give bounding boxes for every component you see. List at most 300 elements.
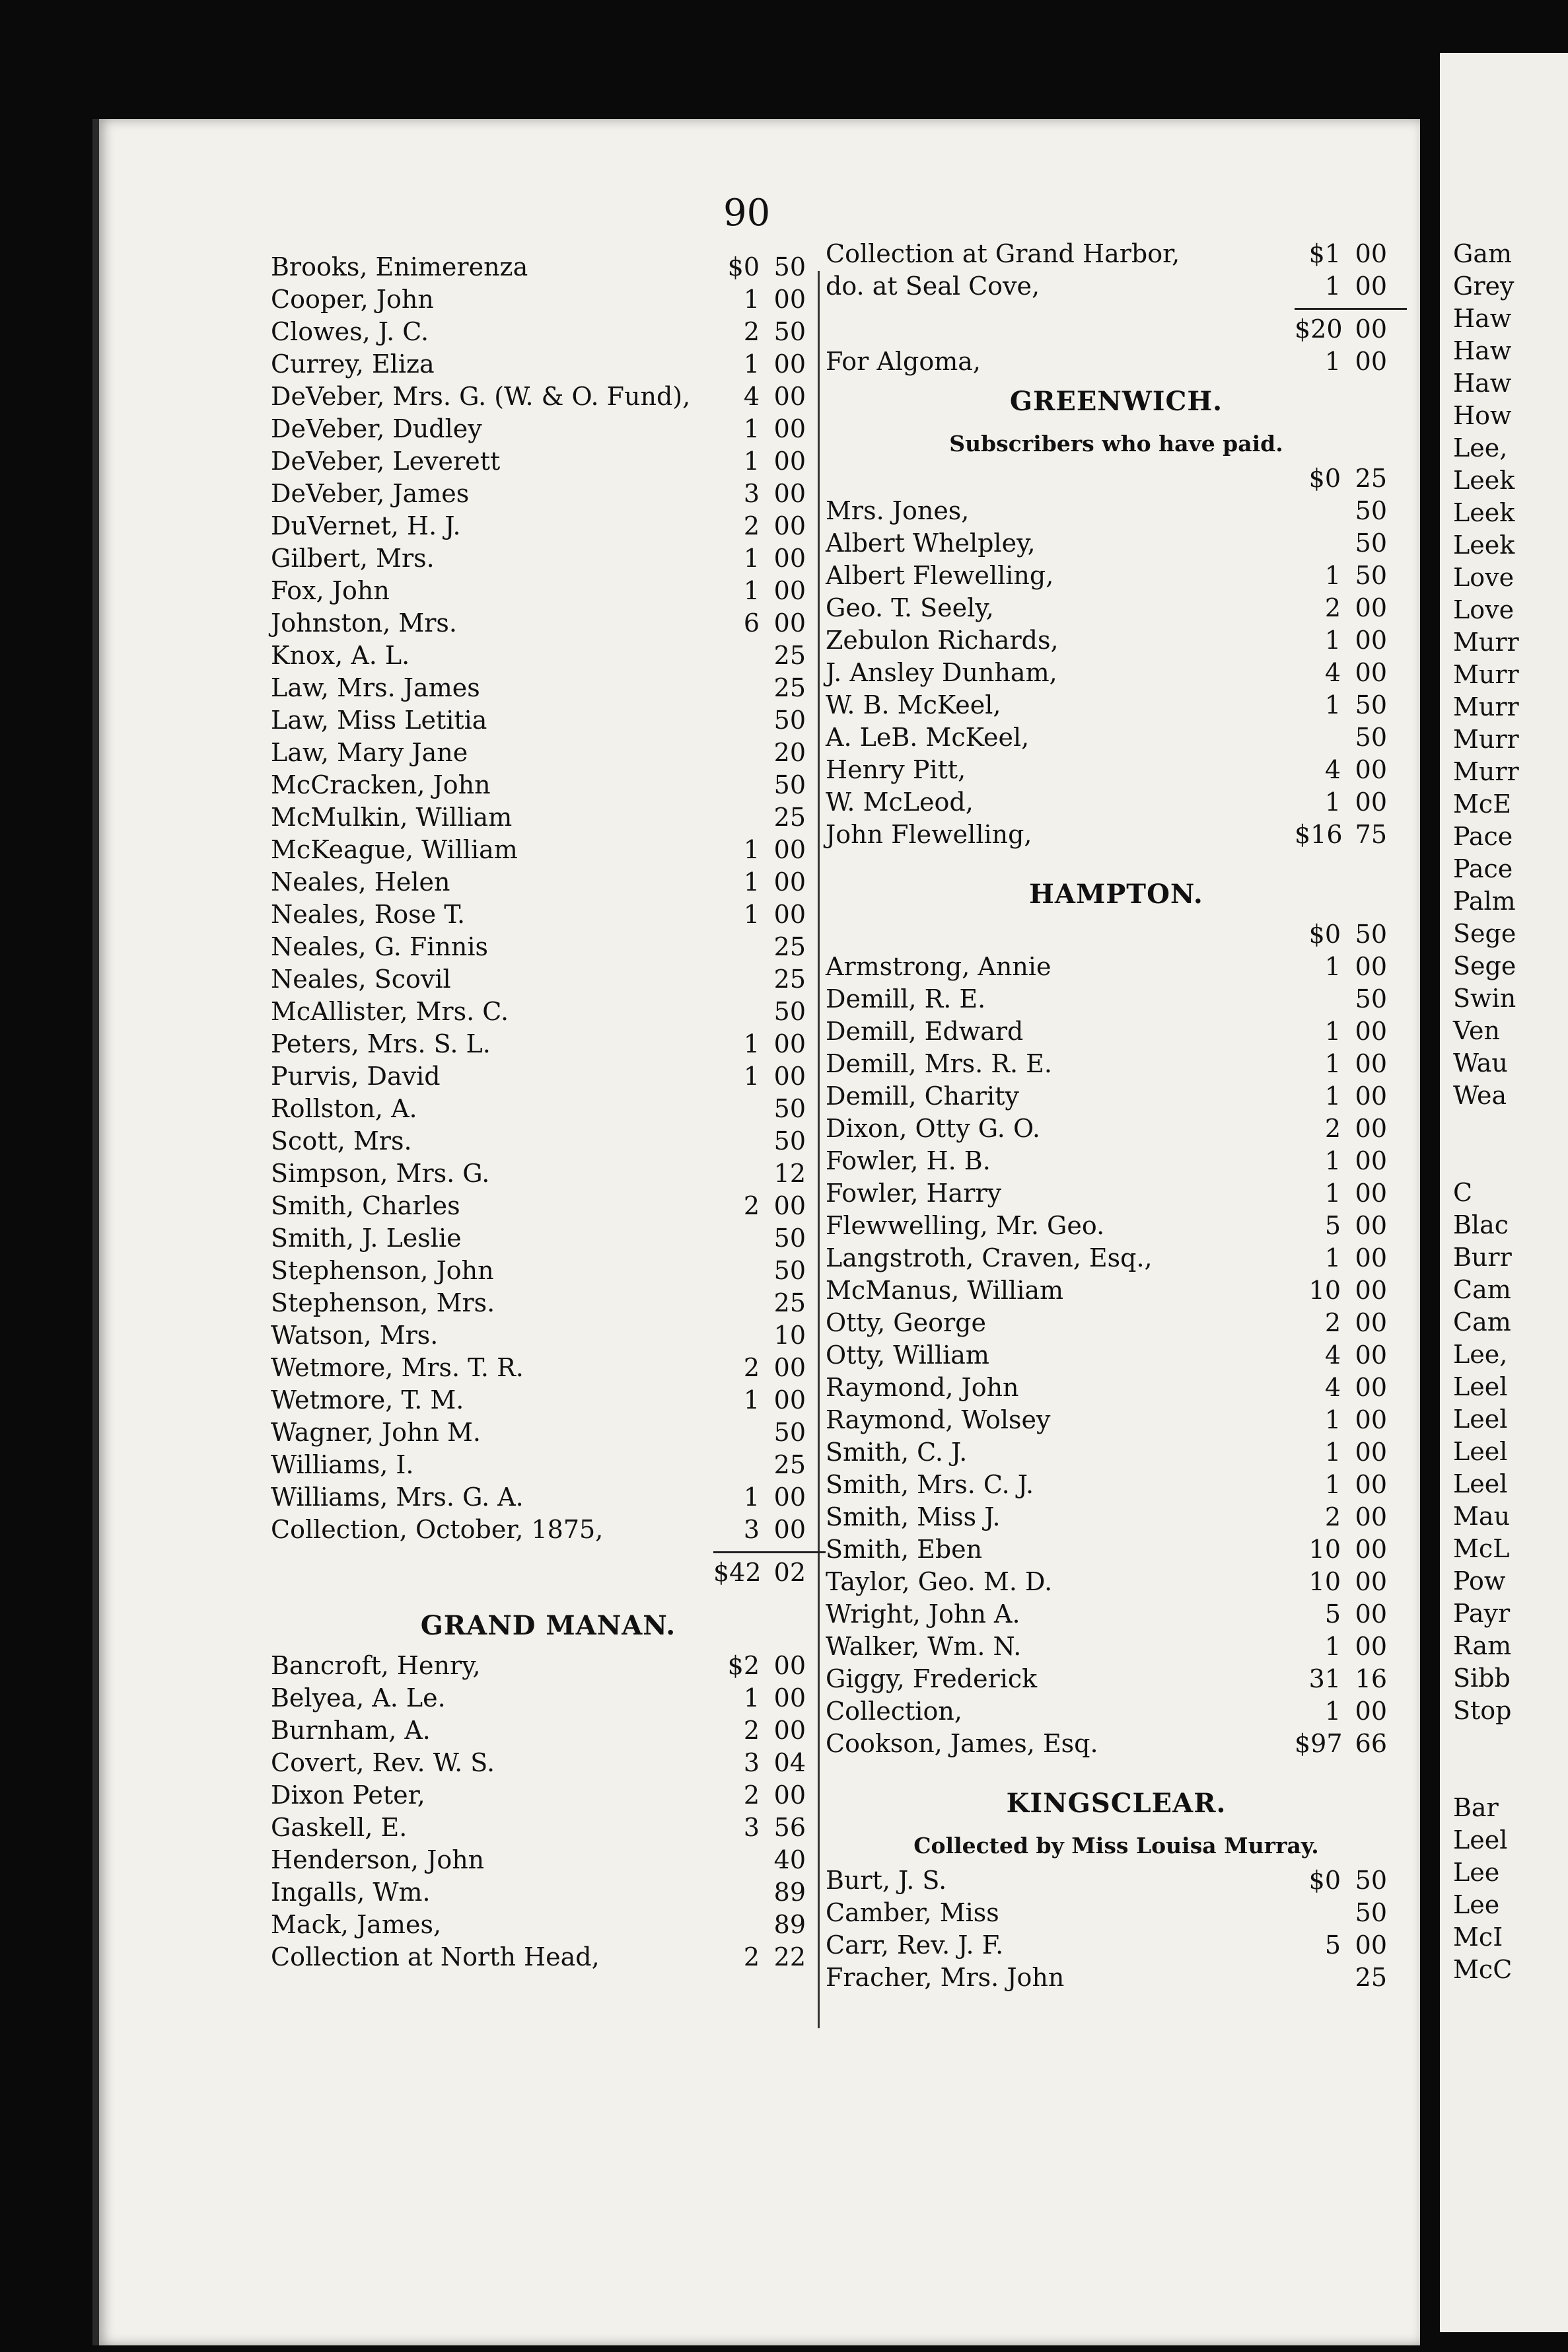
amount-cents: 00 xyxy=(773,1483,806,1512)
subscriber-name: Albert Flewelling, xyxy=(826,561,1054,590)
amount-dollars: 1 xyxy=(1324,788,1341,817)
amount-cents: 00 xyxy=(1355,272,1387,301)
subscriber-name: Mrs. Jones, xyxy=(826,496,970,525)
amount-cents: 00 xyxy=(1355,1470,1387,1499)
amount xyxy=(713,1060,826,1093)
amount-cents: 50 xyxy=(773,770,806,799)
amount xyxy=(713,996,826,1028)
ledger-row xyxy=(826,1404,1407,1436)
neighbor-fragment: Leel xyxy=(1453,1405,1508,1434)
amount-dollars: 1 xyxy=(1324,1438,1341,1467)
amount-cents: 50 xyxy=(1355,561,1387,590)
subscriber-name: do. at Seal Cove, xyxy=(826,272,1040,301)
neighbor-fragment: Wau xyxy=(1453,1048,1508,1078)
ledger-row xyxy=(271,542,826,575)
amount xyxy=(713,1222,826,1255)
amount-cents: 50 xyxy=(773,1418,806,1447)
spacer xyxy=(826,851,1407,871)
amount xyxy=(1295,1929,1407,1962)
neighbor-fragment: Leek xyxy=(1453,498,1515,527)
subscriber-name: Stephenson, Mrs. xyxy=(271,1288,495,1317)
amount-cents: 00 xyxy=(1355,1930,1387,1960)
amount xyxy=(1295,1566,1407,1598)
amount xyxy=(713,1844,826,1876)
amount-cents: 00 xyxy=(1355,347,1387,376)
subscriber-name: Fracher, Mrs. John xyxy=(826,1963,1065,1992)
total-rule xyxy=(271,1546,826,1557)
subscriber-name: Wright, John A. xyxy=(826,1599,1020,1629)
subscriber-name: Belyea, A. Le. xyxy=(271,1683,446,1712)
subscriber-name: Zebulon Richards, xyxy=(826,626,1059,655)
subscriber-name: DeVeber, James xyxy=(271,479,470,508)
subscriber-name: Fowler, Harry xyxy=(826,1179,1002,1208)
amount xyxy=(713,316,826,348)
amount xyxy=(713,542,826,575)
amount-cents: 00 xyxy=(1355,1049,1387,1078)
ledger-row xyxy=(271,834,826,866)
ledger-row xyxy=(826,238,1407,270)
ledger-row xyxy=(826,1566,1407,1598)
amount xyxy=(713,1812,826,1844)
amount-cents: 00 xyxy=(1355,1114,1387,1143)
ledger-row xyxy=(271,607,826,640)
amount-cents: 16 xyxy=(1355,1664,1387,1693)
subscriber-name: Smith, Miss J. xyxy=(826,1502,1001,1531)
amount xyxy=(713,607,826,640)
amount-dollars: 1 xyxy=(743,900,760,929)
subscriber-name: Albert Whelpley, xyxy=(826,529,1036,558)
neighbor-fragment: Ven xyxy=(1453,1016,1500,1045)
amount xyxy=(713,769,826,801)
amount-cents: 00 xyxy=(773,1062,806,1091)
spacer xyxy=(826,1760,1407,1780)
amount xyxy=(1295,983,1407,1015)
amount-cents: 00 xyxy=(1355,1502,1387,1531)
subscriber-name: Neales, G. Finnis xyxy=(271,932,488,961)
ledger-row xyxy=(271,996,826,1028)
amount-dollars: 4 xyxy=(743,382,760,411)
amount-dollars: 10 xyxy=(1308,1567,1341,1596)
section-subheading-greenwich: Subscribers who have paid. xyxy=(949,431,1283,457)
ledger-row xyxy=(826,592,1407,624)
amount xyxy=(1295,1015,1407,1048)
amount-cents: 00 xyxy=(773,1029,806,1058)
amount-dollars: 1 xyxy=(743,1062,760,1091)
amount xyxy=(1295,1728,1407,1760)
subscriber-name: Williams, Mrs. G. A. xyxy=(271,1483,524,1512)
subscriber-name: Bancroft, Henry, xyxy=(271,1651,481,1680)
left-column xyxy=(271,251,826,1973)
subscriber-name: Walker, Wm. N. xyxy=(826,1632,1022,1661)
amount-cents: 00 xyxy=(1355,239,1387,268)
amount-dollars: $16 xyxy=(1295,820,1343,849)
subscriber-name: Law, Miss Letitia xyxy=(271,706,487,735)
amount-cents: 00 xyxy=(773,285,806,314)
amount-cents: 00 xyxy=(773,835,806,864)
neighbor-fragment: Leel xyxy=(1453,1469,1508,1498)
neighbor-fragment: Pace xyxy=(1453,822,1513,851)
ledger-row xyxy=(826,1469,1407,1501)
ledger-row xyxy=(271,1125,826,1158)
subscriber-name: Rollston, A. xyxy=(271,1094,417,1123)
amount xyxy=(713,348,826,381)
amount xyxy=(713,640,826,672)
amount xyxy=(713,1255,826,1287)
amount-dollars: $2 xyxy=(727,1651,760,1680)
amount-dollars: 4 xyxy=(1324,658,1341,687)
subscriber-name: Otty, George xyxy=(826,1308,986,1337)
ledger-row xyxy=(826,527,1407,560)
amount-cents: 00 xyxy=(1355,1017,1387,1046)
amount xyxy=(713,866,826,899)
amount-dollars: 2 xyxy=(743,317,760,346)
subscriber-name: John Flewelling, xyxy=(826,820,1032,849)
amount-dollars: 1 xyxy=(743,1683,760,1712)
subscriber-name: Law, Mrs. James xyxy=(271,673,480,702)
amount-dollars: 1 xyxy=(743,835,760,864)
subscriber-name: Demill, Mrs. R. E. xyxy=(826,1049,1052,1078)
ledger-row xyxy=(271,899,826,931)
subscriber-name: Williams, I. xyxy=(271,1450,414,1479)
ledger-row xyxy=(271,1844,826,1876)
subscriber-name: McKeague, William xyxy=(271,835,518,864)
subscriber-name: Dixon, Otty G. O. xyxy=(826,1114,1040,1143)
ledger-row xyxy=(271,1028,826,1060)
amount xyxy=(713,283,826,316)
amount xyxy=(1295,1145,1407,1177)
amount-cents: 00 xyxy=(1355,1599,1387,1629)
amount xyxy=(1295,1436,1407,1469)
ledger-row xyxy=(826,1533,1407,1566)
amount-cents: 66 xyxy=(1355,1729,1387,1758)
amount-dollars: 2 xyxy=(1324,1308,1341,1337)
subscriber-name: Demill, Charity xyxy=(826,1082,1019,1111)
subscriber-name: Fox, John xyxy=(271,576,390,605)
amount xyxy=(713,1650,826,1682)
amount xyxy=(1295,270,1407,303)
ledger-row xyxy=(271,1481,826,1514)
subscriber-name: Armstrong, Annie xyxy=(826,952,1051,981)
amount-dollars: 3 xyxy=(743,1515,760,1544)
amount-dollars: $97 xyxy=(1295,1729,1343,1758)
amount-dollars: 3 xyxy=(743,479,760,508)
amount-dollars: 1 xyxy=(1324,1179,1341,1208)
amount xyxy=(713,1481,826,1514)
amount-cents: 00 xyxy=(1355,1243,1387,1272)
amount-dollars: $0 xyxy=(1308,920,1341,949)
amount-cents: 10 xyxy=(773,1321,806,1350)
amount-cents: 00 xyxy=(1355,314,1387,344)
ledger-row xyxy=(826,819,1407,851)
ledger-row xyxy=(826,721,1407,754)
amount-dollars: 1 xyxy=(1324,272,1341,301)
amount-dollars: 1 xyxy=(1324,1049,1341,1078)
ledger-row xyxy=(271,1060,826,1093)
amount xyxy=(713,251,826,283)
amount-dollars: 1 xyxy=(1324,1405,1341,1434)
subscriber-name: Covert, Rev. W. S. xyxy=(271,1748,495,1777)
neighbor-fragment: Mau xyxy=(1453,1502,1511,1531)
amount-dollars: 3 xyxy=(743,1748,760,1777)
amount xyxy=(713,381,826,413)
amount-dollars: 1 xyxy=(1324,1082,1341,1111)
amount-dollars: 1 xyxy=(1324,561,1341,590)
amount xyxy=(713,1941,826,1973)
neighbor-fragment: Haw xyxy=(1453,304,1512,333)
neighbor-fragment: Palm xyxy=(1453,887,1516,916)
neighbor-fragment: Lee xyxy=(1453,1890,1500,1919)
subscriber-name: Neales, Rose T. xyxy=(271,900,466,929)
amount-dollars: 2 xyxy=(1324,1114,1341,1143)
subscriber-name: McMulkin, William xyxy=(271,803,513,832)
amount xyxy=(713,704,826,737)
ledger-row xyxy=(271,1319,826,1352)
ledger-row xyxy=(271,963,826,996)
amount xyxy=(1295,1663,1407,1695)
amount xyxy=(713,413,826,445)
amount-cents: 00 xyxy=(1355,1276,1387,1305)
ledger-row xyxy=(271,1812,826,1844)
amount xyxy=(1295,1177,1407,1210)
ledger-row xyxy=(271,931,826,963)
amount-cents: 00 xyxy=(1355,788,1387,817)
ledger-row xyxy=(271,1747,826,1779)
neighbor-fragment: C xyxy=(1453,1178,1473,1207)
amount-cents: 50 xyxy=(773,1126,806,1156)
rule-line xyxy=(713,1551,826,1553)
subscriber-name: Camber, Miss xyxy=(826,1898,999,1927)
amount xyxy=(713,1557,826,1589)
neighbor-fragment: Cam xyxy=(1453,1275,1511,1304)
neighbor-fragment: Murr xyxy=(1453,725,1519,754)
subscriber-name: Langstroth, Craven, Esq., xyxy=(826,1243,1153,1272)
ledger-row xyxy=(271,1514,826,1546)
spacer xyxy=(271,1589,826,1602)
amount-cents: 50 xyxy=(773,706,806,735)
subscriber-name: Knox, A. L. xyxy=(271,641,410,670)
neighbor-fragment: Haw xyxy=(1453,369,1512,398)
ledger-row xyxy=(271,1650,826,1682)
amount xyxy=(1295,1695,1407,1728)
amount-cents: 50 xyxy=(773,252,806,281)
ledger-row xyxy=(271,413,826,445)
ledger-row xyxy=(271,1255,826,1287)
ledger-row xyxy=(826,462,1407,495)
amount xyxy=(1295,754,1407,786)
subscriber-name: Burnham, A. xyxy=(271,1716,431,1745)
amount xyxy=(1295,560,1407,592)
amount xyxy=(713,1449,826,1481)
amount-dollars: 1 xyxy=(1324,1697,1341,1726)
amount-cents: 00 xyxy=(1355,755,1387,784)
spacer xyxy=(1440,53,1568,238)
amount-dollars: 4 xyxy=(1324,1373,1341,1402)
amount-cents: 00 xyxy=(773,382,806,411)
amount-cents: 25 xyxy=(773,965,806,994)
amount-dollars: 2 xyxy=(1324,593,1341,622)
subscriber-name: Neales, Scovil xyxy=(271,965,451,994)
subscriber-name: McCracken, John xyxy=(271,770,491,799)
ledger-row xyxy=(826,1663,1407,1695)
amount-cents: 00 xyxy=(773,1191,806,1220)
subscriber-name: Collection at North Head, xyxy=(271,1942,600,1971)
amount xyxy=(713,1319,826,1352)
neighbor-fragment: Leel xyxy=(1453,1372,1508,1401)
ledger-row xyxy=(826,1695,1407,1728)
ledger-row xyxy=(271,1416,826,1449)
subscriber-name: Brooks, Enimerenza xyxy=(271,252,528,281)
amount-dollars: $42 xyxy=(713,1558,762,1587)
amount-dollars: 1 xyxy=(743,1385,760,1415)
amount-dollars: 1 xyxy=(743,1483,760,1512)
neighbor-fragment: Murr xyxy=(1453,628,1519,657)
neighbor-fragment: Cam xyxy=(1453,1307,1511,1337)
amount xyxy=(1295,657,1407,689)
amount xyxy=(1295,1533,1407,1566)
ledger-row xyxy=(271,1714,826,1747)
subscriber-name: Law, Mary Jane xyxy=(271,738,468,767)
neighbor-fragment: Leel xyxy=(1453,1825,1508,1855)
neighbor-fragment: Murr xyxy=(1453,757,1519,786)
section-heading-kingsclear: KINGSCLEAR. xyxy=(1006,1788,1227,1819)
amount-cents: 25 xyxy=(773,803,806,832)
amount-dollars: 1 xyxy=(743,544,760,573)
ledger-row xyxy=(826,918,1407,951)
ledger-row xyxy=(271,1449,826,1481)
amount xyxy=(1295,721,1407,754)
amount-cents: 00 xyxy=(1355,1082,1387,1111)
subscriber-name: McAllister, Mrs. C. xyxy=(271,997,509,1026)
subscriber-name: Watson, Mrs. xyxy=(271,1321,439,1350)
ledger-row xyxy=(271,769,826,801)
amount xyxy=(1295,1501,1407,1533)
ledger-row xyxy=(826,1929,1407,1962)
subscriber-name: DeVeber, Leverett xyxy=(271,447,501,476)
subscriber-name: Geo. T. Seely, xyxy=(826,593,994,622)
section-total xyxy=(826,313,1407,346)
amount xyxy=(1295,1113,1407,1145)
amount xyxy=(1295,1962,1407,1994)
amount-cents: 50 xyxy=(773,1224,806,1253)
amount-cents: 00 xyxy=(773,479,806,508)
amount-cents: 00 xyxy=(773,447,806,476)
subscriber-name: Wetmore, Mrs. T. R. xyxy=(271,1353,524,1382)
page-number: 90 xyxy=(723,192,771,235)
ledger-row xyxy=(826,786,1407,819)
amount-dollars: 1 xyxy=(743,285,760,314)
subscriber-name: Flewwelling, Mr. Geo. xyxy=(826,1211,1105,1240)
ledger-row xyxy=(826,346,1407,378)
amount-cents: 00 xyxy=(773,867,806,897)
amount xyxy=(713,834,826,866)
amount-dollars: 2 xyxy=(743,511,760,540)
ledger-row xyxy=(826,1210,1407,1242)
amount-cents: 50 xyxy=(773,1094,806,1123)
subscriber-name: Ingalls, Wm. xyxy=(271,1878,431,1907)
amount xyxy=(713,1093,826,1125)
ledger-row xyxy=(271,316,826,348)
amount-cents: 00 xyxy=(773,900,806,929)
ledger-row xyxy=(271,1287,826,1319)
amount-cents: 00 xyxy=(773,608,806,638)
amount xyxy=(1295,786,1407,819)
amount-dollars: 1 xyxy=(1324,1017,1341,1046)
amount xyxy=(713,1747,826,1779)
amount-cents: 50 xyxy=(1355,920,1387,949)
ledger-row xyxy=(271,1909,826,1941)
ledger-row xyxy=(271,445,826,478)
amount-cents: 12 xyxy=(773,1159,806,1188)
subscriber-name: Raymond, Wolsey xyxy=(826,1405,1051,1434)
amount xyxy=(1295,1372,1407,1404)
amount-dollars: 1 xyxy=(743,447,760,476)
amount-cents: 00 xyxy=(1355,952,1387,981)
amount-cents: 00 xyxy=(1355,1535,1387,1564)
amount xyxy=(713,1682,826,1714)
section-heading-grand-manan: GRAND MANAN. xyxy=(420,1610,676,1641)
subscriber-name: Stephenson, John xyxy=(271,1256,494,1285)
amount xyxy=(1295,689,1407,721)
amount-cents: 00 xyxy=(773,1515,806,1544)
amount-cents: 00 xyxy=(1355,1405,1387,1434)
amount-dollars: 1 xyxy=(1324,1632,1341,1661)
amount-cents: 00 xyxy=(1355,593,1387,622)
neighbor-fragment: Ram xyxy=(1453,1631,1512,1660)
subscriber-name: Johnston, Mrs. xyxy=(271,608,457,638)
amount-cents: 25 xyxy=(773,673,806,702)
amount-dollars: 10 xyxy=(1308,1276,1341,1305)
ledger-row xyxy=(271,381,826,413)
ledger-row xyxy=(271,1093,826,1125)
subscriber-name: McManus, William xyxy=(826,1276,1064,1305)
amount-cents: 50 xyxy=(1355,690,1387,719)
amount-cents: 00 xyxy=(773,1716,806,1745)
amount-cents: 00 xyxy=(1355,1179,1387,1208)
ledger-row xyxy=(826,1631,1407,1663)
amount-cents: 04 xyxy=(773,1748,806,1777)
section-heading-hampton: HAMPTON. xyxy=(1029,879,1203,910)
ledger-row xyxy=(271,1779,826,1812)
neighbor-fragment: Haw xyxy=(1453,336,1512,365)
amount xyxy=(1295,1598,1407,1631)
neighbor-fragment: Leel xyxy=(1453,1437,1508,1466)
amount-cents: 89 xyxy=(773,1878,806,1907)
ledger-row xyxy=(826,1339,1407,1372)
amount-cents: 00 xyxy=(773,1781,806,1810)
amount-cents: 50 xyxy=(1355,1898,1387,1927)
amount xyxy=(1295,527,1407,560)
amount xyxy=(1295,346,1407,378)
amount-cents: 00 xyxy=(773,414,806,443)
amount-dollars: 6 xyxy=(743,608,760,638)
amount-cents: 25 xyxy=(1355,1963,1387,1992)
amount-cents: 89 xyxy=(773,1910,806,1939)
amount-cents: 00 xyxy=(773,576,806,605)
ledger-row xyxy=(271,1190,826,1222)
amount xyxy=(1295,1864,1407,1897)
amount-dollars: 1 xyxy=(1324,626,1341,655)
amount-cents: 00 xyxy=(773,544,806,573)
neighbor-fragment: Bar xyxy=(1453,1793,1499,1822)
ledger-row xyxy=(826,1307,1407,1339)
neighbor-fragment: Grey xyxy=(1453,272,1515,301)
subscriber-name: Cookson, James, Esq. xyxy=(826,1729,1098,1758)
amount-cents: 50 xyxy=(1355,496,1387,525)
amount-dollars: $0 xyxy=(1308,1866,1341,1895)
ledger-row xyxy=(271,478,826,510)
amount-dollars: 2 xyxy=(1324,1502,1341,1531)
subscriber-name: A. LeB. McKeel, xyxy=(826,723,1030,752)
